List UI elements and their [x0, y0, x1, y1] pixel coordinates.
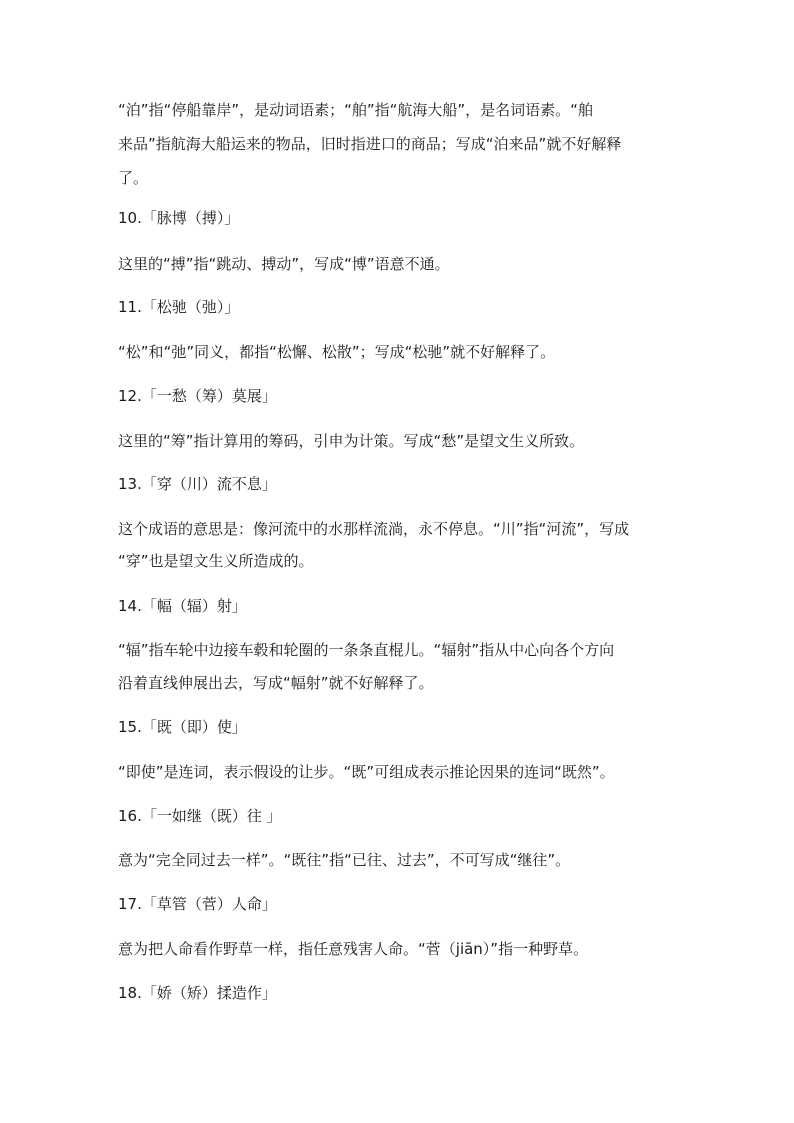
entry-heading: 11.「松驰（弛）」: [118, 298, 240, 316]
paragraph-line: 沿着直线伸展出去，写成“幅射”就不好解释了。: [118, 674, 434, 692]
paragraph-line: “即使”是连词，表示假设的让步。“既”可组成表示推论因果的连词“既然”。: [118, 763, 615, 781]
paragraph-line: 这里的“筹”指计算用的筹码，引申为计策。写成“愁”是望文生义所致。: [118, 432, 585, 450]
entry-heading: 17.「草管（菅）人命」: [118, 895, 277, 913]
paragraph-line: 意为“完全同过去一样”。“既往”指“已往、过去”，不可写成“继往”。: [118, 851, 571, 869]
entry-heading: 14.「幅（辐）射」: [118, 597, 247, 615]
paragraph-line: “穿”也是望文生义所造成的。: [118, 552, 314, 570]
paragraph-line: 来品”指航海大船运来的物品，旧时指进口的商品；写成“泊来品”就不好解释: [118, 135, 622, 153]
paragraph-line: “泊”指“停船靠岸”，是动词语素；“舶”指“航海大船”，是名词语素。“舶: [118, 101, 593, 119]
entry-heading: 13.「穿（川）流不息」: [118, 475, 277, 493]
paragraph-line: 意为把人命看作野草一样，指任意残害人命。“菅（jiān）”指一种野草。: [118, 940, 589, 958]
paragraph-line: 了。: [118, 169, 149, 187]
paragraph-line: “松”和“弛”同义，都指“松懈、松散”；写成“松驰”就不好解释了。: [118, 343, 556, 361]
entry-heading: 18.「娇（矫）揉造作」: [118, 984, 277, 1002]
entry-heading: 12.「一愁（筹）莫展」: [118, 387, 277, 405]
entry-heading: 16.「一如继（既）往 」: [118, 807, 282, 825]
paragraph-line: 这个成语的意思是：像河流中的水那样流淌，永不停息。“川”指“河流”，写成: [118, 520, 630, 538]
paragraph-line: “辐”指车轮中边接车毂和轮圈的一条条直棍儿。“辐射”指从中心向各个方向: [118, 641, 615, 659]
entry-heading: 10.「脉博（搏）」: [118, 209, 240, 227]
entry-heading: 15.「既（即）使」: [118, 718, 247, 736]
paragraph-line: 这里的“搏”指“跳动、搏动”，写成“博”语意不通。: [118, 255, 450, 273]
